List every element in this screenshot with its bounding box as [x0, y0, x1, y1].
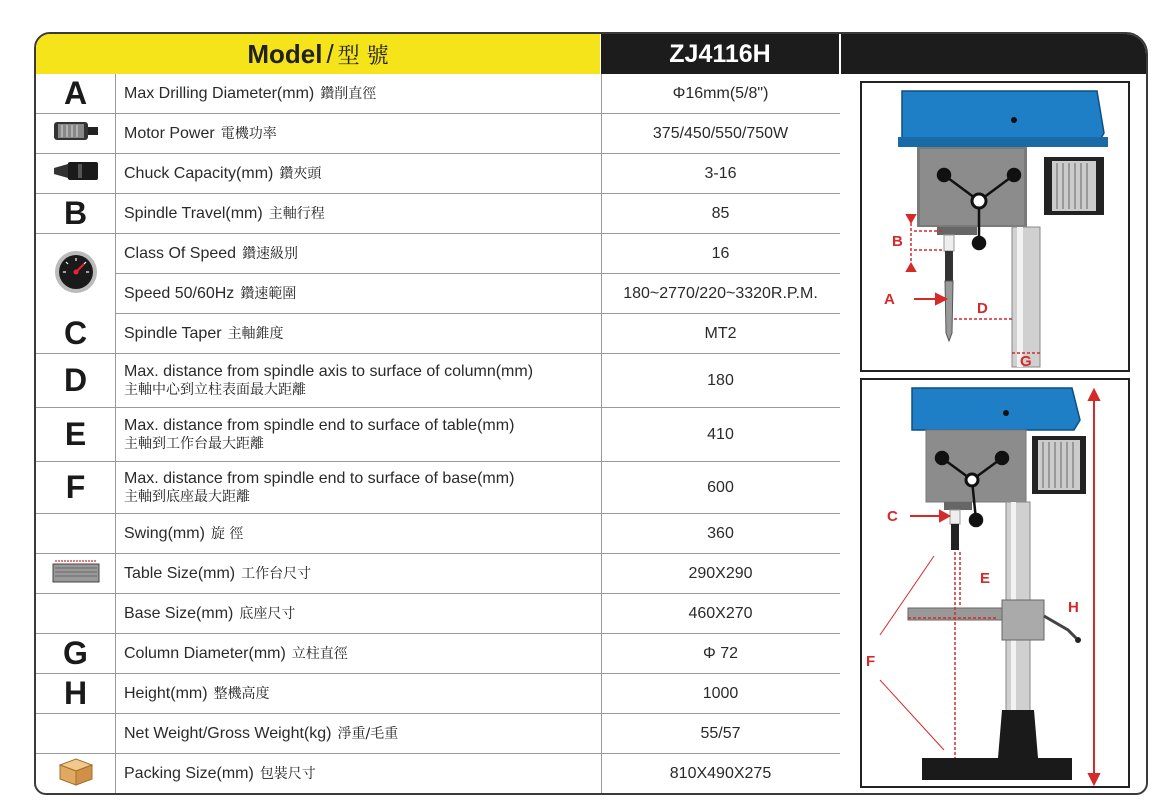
spec-row [36, 554, 840, 594]
drill-press-side-diagram [862, 83, 1128, 370]
spec-row [36, 114, 840, 154]
diagram-header-cell [841, 34, 1148, 74]
spec-value: 180~2770/220~3320R.P.M. [601, 274, 839, 313]
spec-icon-cell [36, 714, 116, 753]
dim-label-f: F [866, 653, 876, 670]
spec-label [124, 408, 604, 461]
spec-label-cn: 主軸錐度 [227, 325, 284, 342]
spec-label-cn: 電機功率 [220, 125, 277, 142]
chuck-icon [951, 524, 959, 550]
spec-value: 180 [601, 354, 839, 407]
spec-icon-cell [36, 674, 116, 713]
spec-label-en: Speed 50/60Hz [124, 284, 235, 302]
spec-label [124, 274, 604, 313]
head-cover-icon [898, 91, 1108, 147]
spec-value: MT2 [601, 314, 839, 353]
spec-icon-cell [36, 554, 116, 593]
spec-label-cn: 整機高度 [213, 685, 270, 702]
spec-letter: D [63, 362, 88, 398]
spec-letter: H [63, 675, 88, 711]
spec-icon-cell [36, 234, 116, 314]
spec-label-en: Net Weight/Gross Weight(kg) [124, 724, 332, 742]
spec-label [124, 314, 604, 353]
spec-label [124, 674, 604, 713]
model-code: ZJ4116H [601, 34, 839, 74]
spec-icon-cell [36, 354, 116, 407]
spec-row [36, 154, 840, 194]
spec-label [124, 714, 604, 753]
model-header-cell [36, 34, 600, 74]
model-slash: / [326, 38, 334, 69]
motor-unit-icon [1044, 157, 1104, 215]
dim-label-b: B [892, 233, 903, 250]
spec-label-en: Max. distance from spindle axis to surface of column(mm) [124, 362, 534, 380]
spec-row [36, 674, 840, 714]
spec-label-cn: 淨重/毛重 [337, 725, 399, 742]
spec-label-en: Chuck Capacity(mm) [124, 164, 274, 182]
spec-sheet [34, 32, 1148, 795]
spec-icon-cell [36, 194, 116, 233]
spec-value: Φ16mm(5/8") [601, 74, 839, 113]
motor-icon [52, 118, 100, 149]
spec-value: 810X490X275 [601, 754, 839, 793]
spec-label [124, 594, 604, 633]
spec-label [124, 194, 604, 233]
spec-label-en: Spindle Travel(mm) [124, 204, 263, 222]
spec-label-cn: 鑽削直徑 [320, 85, 377, 102]
spec-label-cn: 主軸到底座最大距離 [124, 488, 250, 505]
spec-label-cn: 底座尺寸 [239, 605, 296, 622]
spec-label-en: Height(mm) [124, 684, 208, 702]
spec-row [36, 514, 840, 554]
model-label-cn: 型 號 [337, 43, 389, 69]
spec-label-en: Max Drilling Diameter(mm) [124, 84, 315, 102]
spec-label-en: Spindle Taper [124, 324, 222, 342]
spec-row [36, 462, 840, 514]
spec-icon-cell [36, 154, 116, 193]
spec-row [36, 754, 840, 794]
spec-row [36, 74, 840, 114]
spec-label-cn: 鑽夾頭 [279, 165, 322, 182]
spec-label-en: Class Of Speed [124, 244, 237, 262]
spec-letter: A [63, 75, 88, 111]
spec-value: 85 [601, 194, 839, 233]
spec-value: 600 [601, 462, 839, 513]
spec-icon-cell [36, 754, 116, 793]
spec-row [36, 314, 840, 354]
spec-label-en: Motor Power [124, 124, 215, 142]
spec-label-cn: 主軸到工作台最大距離 [124, 435, 264, 452]
spec-label [124, 554, 604, 593]
spec-label [124, 634, 604, 673]
spec-value: 410 [601, 408, 839, 461]
spec-label-cn: 鑽速級別 [242, 245, 299, 262]
spec-value: 3-16 [601, 154, 839, 193]
diagram-top [860, 81, 1130, 372]
spec-label [124, 514, 604, 553]
spec-label [124, 154, 604, 193]
spec-label [124, 754, 604, 793]
spec-value: 360 [601, 514, 839, 553]
spec-row [36, 354, 840, 408]
table-icon [51, 558, 101, 589]
spec-label [124, 462, 604, 513]
chuck-icon [52, 160, 100, 187]
spec-label-en: Packing Size(mm) [124, 764, 254, 782]
spec-label-cn: 主軸行程 [268, 205, 325, 222]
spec-row [36, 194, 840, 234]
spec-row [36, 408, 840, 462]
motor-unit-icon [1032, 436, 1086, 494]
base-icon [922, 710, 1072, 780]
spec-label-en: Table Size(mm) [124, 564, 236, 582]
spec-row [36, 274, 840, 314]
spec-icon-cell [36, 594, 116, 633]
spec-label [124, 114, 604, 153]
spec-letter: C [63, 315, 88, 351]
spec-icon-cell [36, 634, 116, 673]
spec-label-en: Column Diameter(mm) [124, 644, 286, 662]
spec-label-en: Base Size(mm) [124, 604, 234, 622]
diagram-bottom [860, 378, 1130, 788]
dim-label-a: A [884, 291, 895, 308]
spec-value: 1000 [601, 674, 839, 713]
spec-icon-cell [36, 514, 116, 553]
box-icon [56, 755, 96, 792]
dim-label-e: E [980, 570, 991, 587]
head-cover-icon [912, 388, 1080, 430]
spec-value: 290X290 [601, 554, 839, 593]
dim-label-g: G [1020, 353, 1032, 370]
model-label: Model [247, 38, 323, 69]
spec-icon-cell [36, 462, 116, 513]
spec-label-cn: 立柱直徑 [291, 645, 348, 662]
spec-icon-cell [36, 408, 116, 461]
spec-label-en: Swing(mm) [124, 524, 205, 542]
spec-value: 460X270 [601, 594, 839, 633]
spec-label-en: Max. distance from spindle end to surface of table(mm) [124, 416, 515, 434]
spec-icon-cell [36, 114, 116, 153]
worktable-icon [908, 600, 1081, 643]
spec-label-cn: 包裝尺寸 [259, 765, 316, 782]
spec-row [36, 714, 840, 754]
spec-row [36, 594, 840, 634]
spec-letter: G [63, 635, 88, 671]
spec-letter: E [64, 416, 87, 452]
dim-label-d: D [977, 300, 988, 317]
dim-label-h: H [1068, 599, 1079, 616]
spec-letter: F [65, 469, 86, 505]
spec-label-cn: 旋 徑 [210, 525, 244, 542]
spec-row [36, 634, 840, 674]
spec-label [124, 354, 604, 407]
column-icon [1012, 227, 1040, 367]
spec-label-en: Max. distance from spindle end to surface of base(mm) [124, 469, 515, 487]
spec-label [124, 234, 604, 273]
spec-icon-cell [36, 314, 116, 353]
drill-press-front-diagram [862, 380, 1128, 786]
spec-icon-cell [36, 74, 116, 113]
header-row [36, 34, 1146, 74]
spec-label [124, 74, 604, 113]
spec-value: 55/57 [601, 714, 839, 753]
gauge-icon [53, 249, 99, 300]
spec-label-cn: 工作台尺寸 [241, 565, 312, 582]
spec-letter: B [63, 195, 88, 231]
dim-label-c: C [887, 508, 898, 525]
spec-value: 16 [601, 234, 839, 273]
spec-label-cn: 鑽速範圍 [240, 285, 297, 302]
spec-row [36, 234, 840, 274]
spec-label-cn: 主軸中心到立柱表面最大距離 [124, 381, 306, 398]
spec-value: Φ 72 [601, 634, 839, 673]
spec-value: 375/450/550/750W [601, 114, 839, 153]
drill-bit-icon [945, 251, 953, 341]
